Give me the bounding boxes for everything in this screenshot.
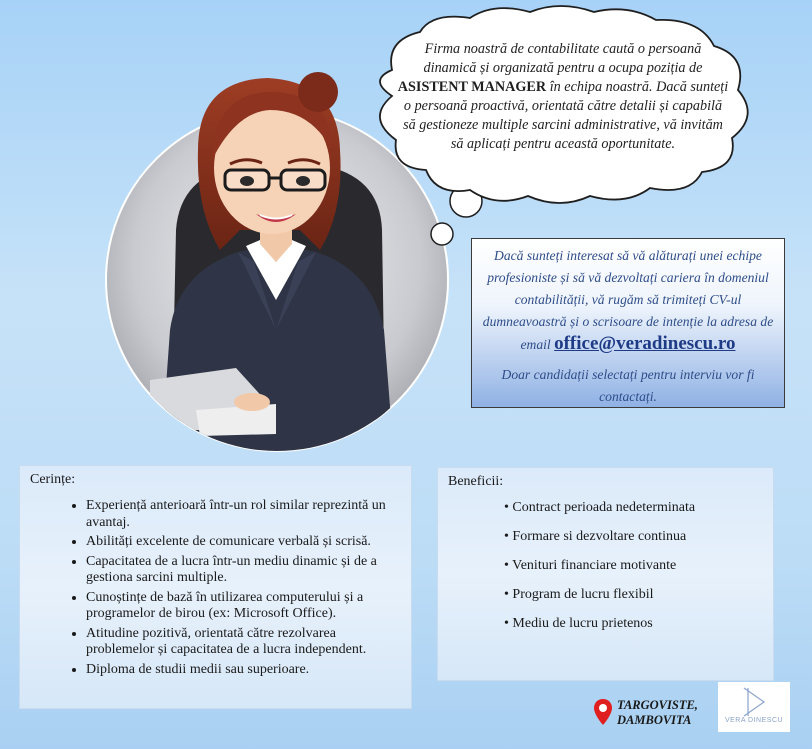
speech-line-4: o persoană proactivă, orientată către detalii și capabilă xyxy=(403,98,723,114)
benefit-item: • Program de lucru flexibil xyxy=(504,587,763,603)
requirement-item: • Experiență anterioară într-un rol similar reprezintă un avantaj. xyxy=(86,498,401,531)
speech-line-2: dinamică și organizată pentru a ocupa poziția de xyxy=(423,60,703,76)
requirement-item: • Cunoștințe de bază în utilizarea computerului și a programelor de birou (ex: Microsoft Office). xyxy=(86,590,401,623)
location-pin-icon xyxy=(593,698,613,726)
speech-line-6: să aplicați pentru această oportunitate. xyxy=(450,136,676,152)
requirements-title: Cerințe: xyxy=(30,472,76,487)
location xyxy=(593,698,698,728)
apply-text-block xyxy=(482,245,774,356)
vera-dinescu-logo xyxy=(718,682,790,732)
logo-text: VERA DINESCU xyxy=(724,717,784,724)
apply-note: Doar candidații selectați pentru interviu vor fi contactați. xyxy=(501,367,755,404)
requirement-item: • Atitudine pozitivă, orientată către rezolvarea problemelor și capacitatea de a lucra independent. xyxy=(86,626,401,659)
apply-box xyxy=(471,238,785,408)
speech-line-1: Firma noastră de contabilitate caută o persoană xyxy=(424,41,702,57)
benefits-list xyxy=(448,500,763,632)
speech-text xyxy=(388,40,738,154)
thought-bubble-small xyxy=(431,223,453,245)
logo-mark-icon xyxy=(718,682,790,718)
benefit-item: • Venituri financiare motivante xyxy=(504,558,763,574)
location-city: TARGOVISTE, xyxy=(617,698,698,712)
requirement-item: • Capacitatea de a lucra într-un mediu dinamic și de a gestiona sarcini multiple. xyxy=(86,554,401,587)
location-text xyxy=(617,698,698,728)
location-county: DAMBOVITA xyxy=(617,713,692,727)
position-title: ASISTENT MANAGER xyxy=(397,79,547,95)
speech-line-3: în echipa noastră. Dacă sunteți xyxy=(546,79,729,95)
requirement-item: • Diploma de studii medii sau superioare. xyxy=(86,662,401,679)
requirements-list xyxy=(30,498,401,678)
speech-line-5: să gestioneze multiple sarcini administrative, vă invităm xyxy=(403,117,723,133)
email-link[interactable]: office@veradinescu.ro xyxy=(554,333,736,354)
benefit-item: • Mediu de lucru prietenos xyxy=(504,616,763,632)
benefits-panel xyxy=(437,467,774,681)
benefit-item: • Formare si dezvoltare continua xyxy=(504,529,763,545)
requirements-panel xyxy=(19,465,412,709)
requirement-item: • Abilități excelente de comunicare verbală și scrisă. xyxy=(86,534,401,551)
benefit-item: • Contract perioada nedeterminata xyxy=(504,500,763,516)
apply-text: Dacă sunteți interesat să vă alăturați unei echipe profesioniste și să vă dezvoltați cariera în domeniul contabilității, vă rugăm să trimiteți CV-ul dumneavoastră și o scrisoare de intenție la adresa de email xyxy=(482,248,774,352)
benefits-title: Beneficii: xyxy=(448,474,504,489)
